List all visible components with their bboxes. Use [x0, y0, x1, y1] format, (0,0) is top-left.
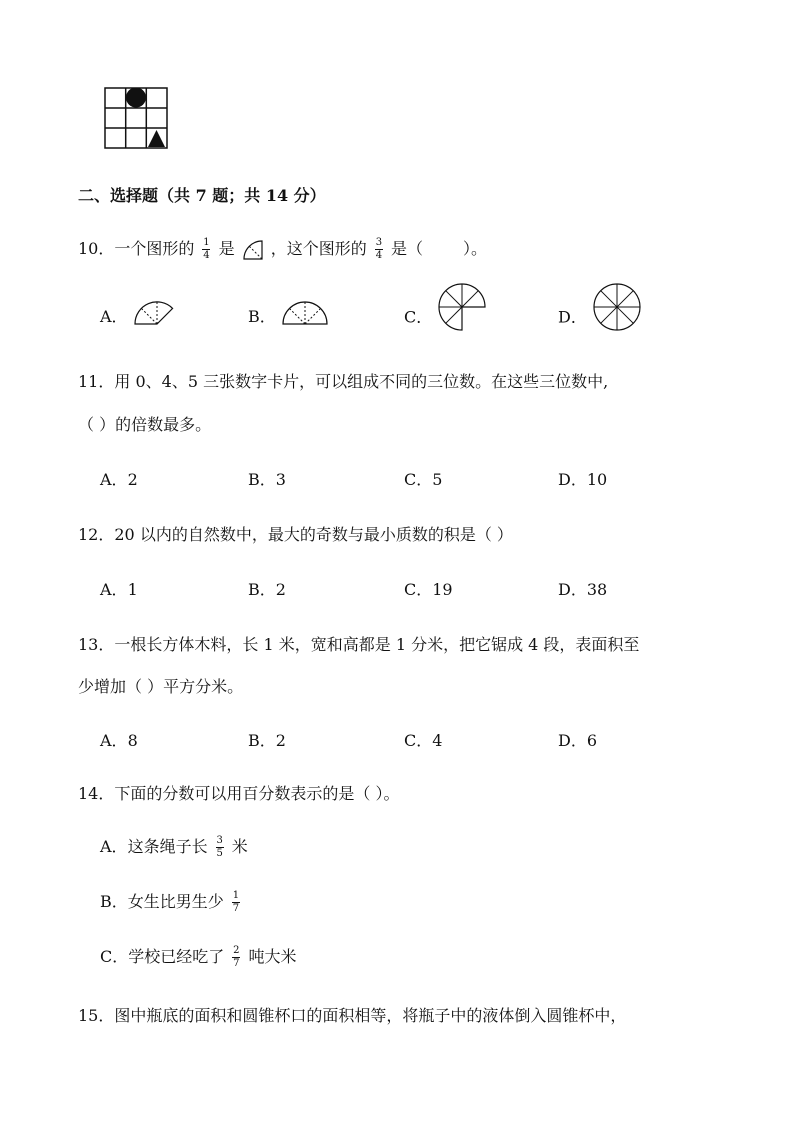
option-a[interactable]: A．8 [100, 731, 138, 750]
option-b[interactable]: B．2 [248, 580, 286, 599]
question-12: 12．20 以内的自然数中，最大的奇数与最小质数的积是（ ） [78, 525, 513, 544]
question-14: 14．下面的分数可以用百分数表示的是（ ）。 [78, 784, 400, 803]
question-number: 10． [78, 239, 115, 258]
question-11-line2: （ ）的倍数最多。 [78, 415, 212, 434]
section-heading: 二、选择题（共 7 题；共 14 分） [78, 186, 326, 205]
question-11: 11．用 0、4、5 三张数字卡片，可以组成不同的三位数。在这些三位数中, [78, 372, 609, 391]
fraction: $\frac{3}{5}$ [216, 835, 223, 859]
three-eighths-circle-icon [133, 300, 181, 326]
option-a[interactable]: A．这条绳子长 $\frac{3}{5}$ 米 [100, 835, 248, 859]
question-13: 13．一根长方体木料，长 1 米，宽和高都是 1 分米，把它锯成 4 段，表面积至 [78, 635, 640, 654]
option-a[interactable]: A．2 [100, 470, 138, 489]
quarter-circle-icon [240, 239, 266, 261]
option-c[interactable]: C．19 [404, 580, 453, 599]
grid-figure [104, 87, 168, 149]
option-d[interactable]: D．6 [558, 731, 598, 750]
option-b[interactable]: B．女生比男生少 $\frac{1}{7}$ [100, 890, 240, 914]
triangle-marker-icon [148, 130, 165, 147]
option-c[interactable]: C．学校已经吃了 $\frac{2}{7}$ 吨大米 [100, 945, 297, 969]
option-c[interactable]: C．4 [404, 731, 443, 750]
option-d[interactable]: D．10 [558, 470, 608, 489]
three-quarter-circle-icon [437, 282, 487, 332]
fraction: $\frac{1}{7}$ [232, 890, 240, 914]
question-13-line2: 少增加（ ）平方分米。 [78, 677, 244, 696]
fraction: $\frac{1}{4}$ [203, 237, 210, 261]
fraction: $\frac{2}{7}$ [233, 945, 240, 969]
question-10: 10．一个图形的 $\frac{1}{4}$ 是 ，这个图形的 $\frac{3}{4}$ 是（ ）。 [78, 237, 488, 261]
fraction: $\frac{3}{4}$ [375, 237, 383, 261]
option-b[interactable]: B． [248, 304, 329, 327]
question-15: 15．图中瓶底的面积和圆锥杯口的面积相等，将瓶子中的液体倒入圆锥杯中， [78, 1006, 627, 1025]
circle-marker-icon [126, 88, 146, 108]
option-a[interactable]: A．1 [100, 580, 138, 599]
option-c[interactable]: C． [404, 304, 487, 332]
option-c[interactable]: C．5 [404, 470, 443, 489]
option-b[interactable]: B．3 [248, 470, 286, 489]
option-d[interactable]: D．38 [558, 580, 608, 599]
option-b[interactable]: B．2 [248, 731, 286, 750]
option-d[interactable]: D． [558, 304, 642, 332]
option-a[interactable]: A． [100, 304, 181, 327]
semicircle-icon [281, 300, 329, 326]
full-circle-icon [592, 282, 642, 332]
